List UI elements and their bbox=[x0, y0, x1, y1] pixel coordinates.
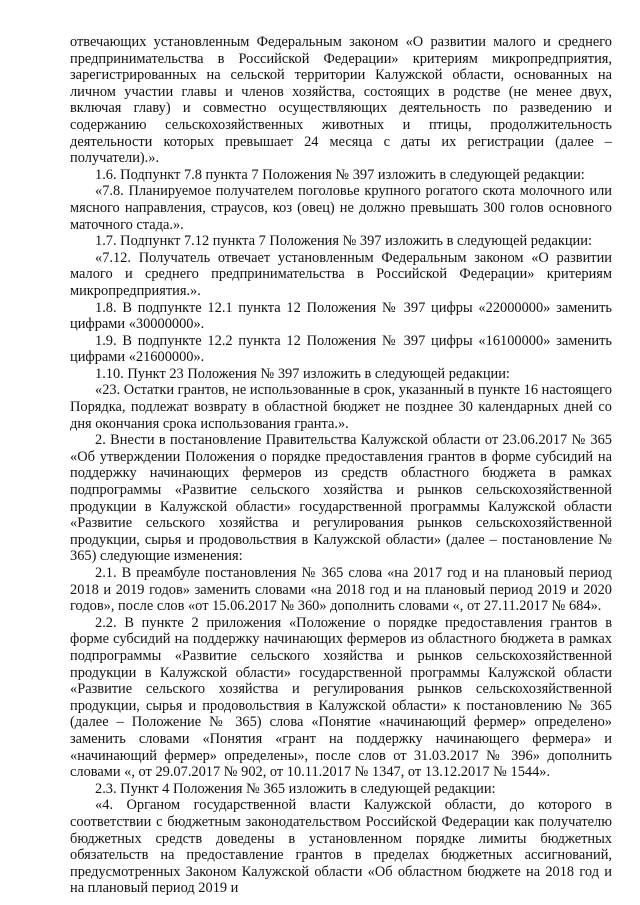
paragraph: 1.7. Подпункт 7.12 пункта 7 Положения № 397 изложить в следующей редакции: bbox=[95, 233, 592, 250]
paragraph: 1.6. Подпункт 7.8 пункта 7 Положения № 397 изложить в следующей редакции: bbox=[95, 166, 585, 183]
paragraph: 2. Внести в постановление Правительства Калужской области от 23.06.2017 № 365 «Об утверждении Положения о порядке предоставления грантов в форме субсидий на поддержку начинающих фермеров из средств областного бюджета в рамках подпрограммы «Развитие сельского хозяйства и рынков сельскохозяйственной продукции в Калужской области» государственной программы Калужской области «Развитие сельского хозяйства и регулирования рынков сельскохозяйственной продукции, сырья и продовольствия в Калужской области» (далее – постановление № 365) следующие изменения: bbox=[70, 432, 612, 565]
paragraph: 1.8. В подпункте 12.1 пункта 12 Положения № 397 цифры «22000000» заменить цифрами «30000000». bbox=[70, 299, 612, 333]
paragraph: 2.3. Пункт 4 Положения № 365 изложить в следующей редакции: bbox=[95, 780, 496, 797]
paragraph: «7.8. Планируемое получателем поголовье крупного рогатого скота молочного или мясного направления, страусов, коз (овец) не должно превышать 300 голов основного маточного стада.». bbox=[70, 183, 612, 233]
paragraph: «23. Остатки грантов, не использованные в срок, указанный в пункте 16 настоящего Порядка, подлежат возврату в областной бюджет не позднее 30 календарных дней со дня окончания срока использования гранта.». bbox=[70, 382, 612, 432]
paragraph: «7.12. Получатель отвечает установленным Федеральным законом «О развитии малого и среднего предпринимательства в Российской Федерации» критериям микропредприятия.». bbox=[70, 249, 612, 299]
paragraph: 1.9. В подпункте 12.2 пункта 12 Положения № 397 цифры «16100000» заменить цифрами «21600000». bbox=[70, 332, 612, 366]
paragraph: 2.2. В пункте 2 приложения «Положение о порядке предоставления грантов в форме субсидий на поддержку начинающих фермеров из областного бюджета в рамках подпрограммы «Развитие сельского хозяйства и рынков сельскохозяйственной продукции в Калужской области» государственной программы Калужской области «Развитие сельского хозяйства и регулирования рынков сельскохозяйственной продукции, сырья и продовольствия в Калужской области» к постановлению № 365 (далее – Положение № 365) слова «Понятие «начинающий фермер» определено» заменить словами «Понятия «грант на поддержку начинающего фермера» и «начинающий фермер» определены», после слов от 31.03.2017 № 396» дополнить словами «, от 29.07.2017 № 902, от 10.11.2017 № 1347, от 13.12.2017 № 1544». bbox=[70, 614, 612, 781]
paragraph: 1.10. Пункт 23 Положения № 397 изложить в следующей редакции: bbox=[95, 365, 510, 382]
paragraph: 2.1. В преамбуле постановления № 365 слова «на 2017 год и на плановый период 2018 и 2019 годов» заменить словами «на 2018 год и на плановый период 2019 и 2020 годов», после слов «от 15.06.2017 № 360» дополнить словами «, от 27.11.2017 № 684». bbox=[70, 565, 612, 615]
document-page bbox=[70, 34, 612, 897]
paragraph: «4. Органом государственной власти Калужской области, до которого в соответствии с бюджетным законодательством Российской Федерации как получателю бюджетных средств доведены в установленном порядке лимиты бюджетных обязательств на предоставление грантов в пределах бюджетных ассигнований, предусмотренных Законом Калужской области «Об областном бюджете на 2018 год и на плановый период 2019 и bbox=[70, 797, 612, 897]
paragraph: отвечающих установленным Федеральным законом «О развитии малого и среднего предпринимательства в Российской Федерации» критериям микропредприятия, зарегистрированных на сельской территории Калужской области, основанных на личном участии главы и членов хозяйства, состоящих в родстве (не менее двух, включая главу) и совместно осуществляющих деятельность по разведению и содержанию сельскохозяйственных животных и птицы, продолжительность деятельности которых превышает 24 месяца с даты их регистрации (далее – получатели).». bbox=[70, 34, 612, 167]
